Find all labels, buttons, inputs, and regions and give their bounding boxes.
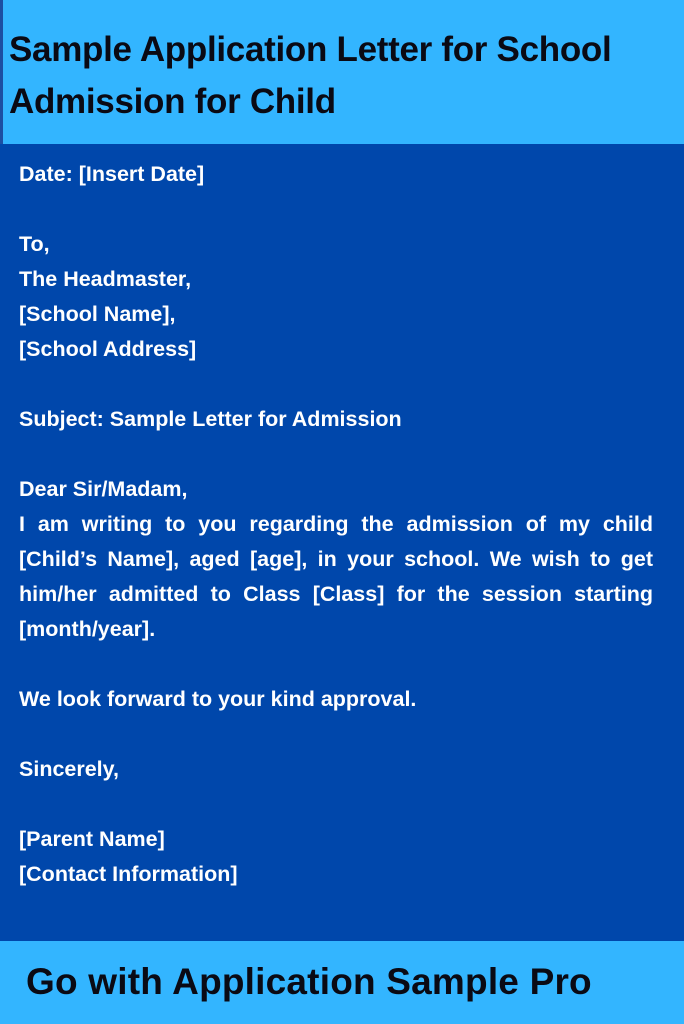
header-banner bbox=[0, 0, 684, 144]
letter-salutation: Dear Sir/Madam, bbox=[19, 477, 188, 501]
spacer bbox=[19, 437, 653, 472]
spacer bbox=[19, 787, 653, 822]
letter-date: Date: [Insert Date] bbox=[19, 162, 205, 186]
letter-contact-info: [Contact Information] bbox=[19, 862, 238, 886]
letter-school-name: [School Name], bbox=[19, 302, 176, 326]
letter-to: To, bbox=[19, 232, 50, 256]
spacer bbox=[19, 192, 653, 227]
footer-tagline: Go with Application Sample Pro bbox=[26, 961, 592, 1002]
letter-recipient: The Headmaster, bbox=[19, 267, 192, 291]
page-title: Sample Application Letter for School Admission for Child bbox=[9, 30, 612, 121]
letter-school-address: [School Address] bbox=[19, 337, 197, 361]
spacer bbox=[19, 717, 653, 752]
footer-banner bbox=[0, 941, 684, 1024]
spacer bbox=[19, 647, 653, 682]
letter-parent-name: [Parent Name] bbox=[19, 827, 165, 851]
letter-subject: Subject: Sample Letter for Admission bbox=[19, 407, 402, 431]
letter-closing-line: We look forward to your kind approval. bbox=[19, 687, 417, 711]
letter-paragraph: I am writing to you regarding the admission of my child [Child’s Name], aged [age], in your school. We wish to get him/her admitted to Class [Class] for the session starting [month/year]. bbox=[19, 512, 653, 641]
letter-sign-off: Sincerely, bbox=[19, 757, 119, 781]
spacer bbox=[19, 367, 653, 402]
letter-body bbox=[19, 157, 653, 892]
